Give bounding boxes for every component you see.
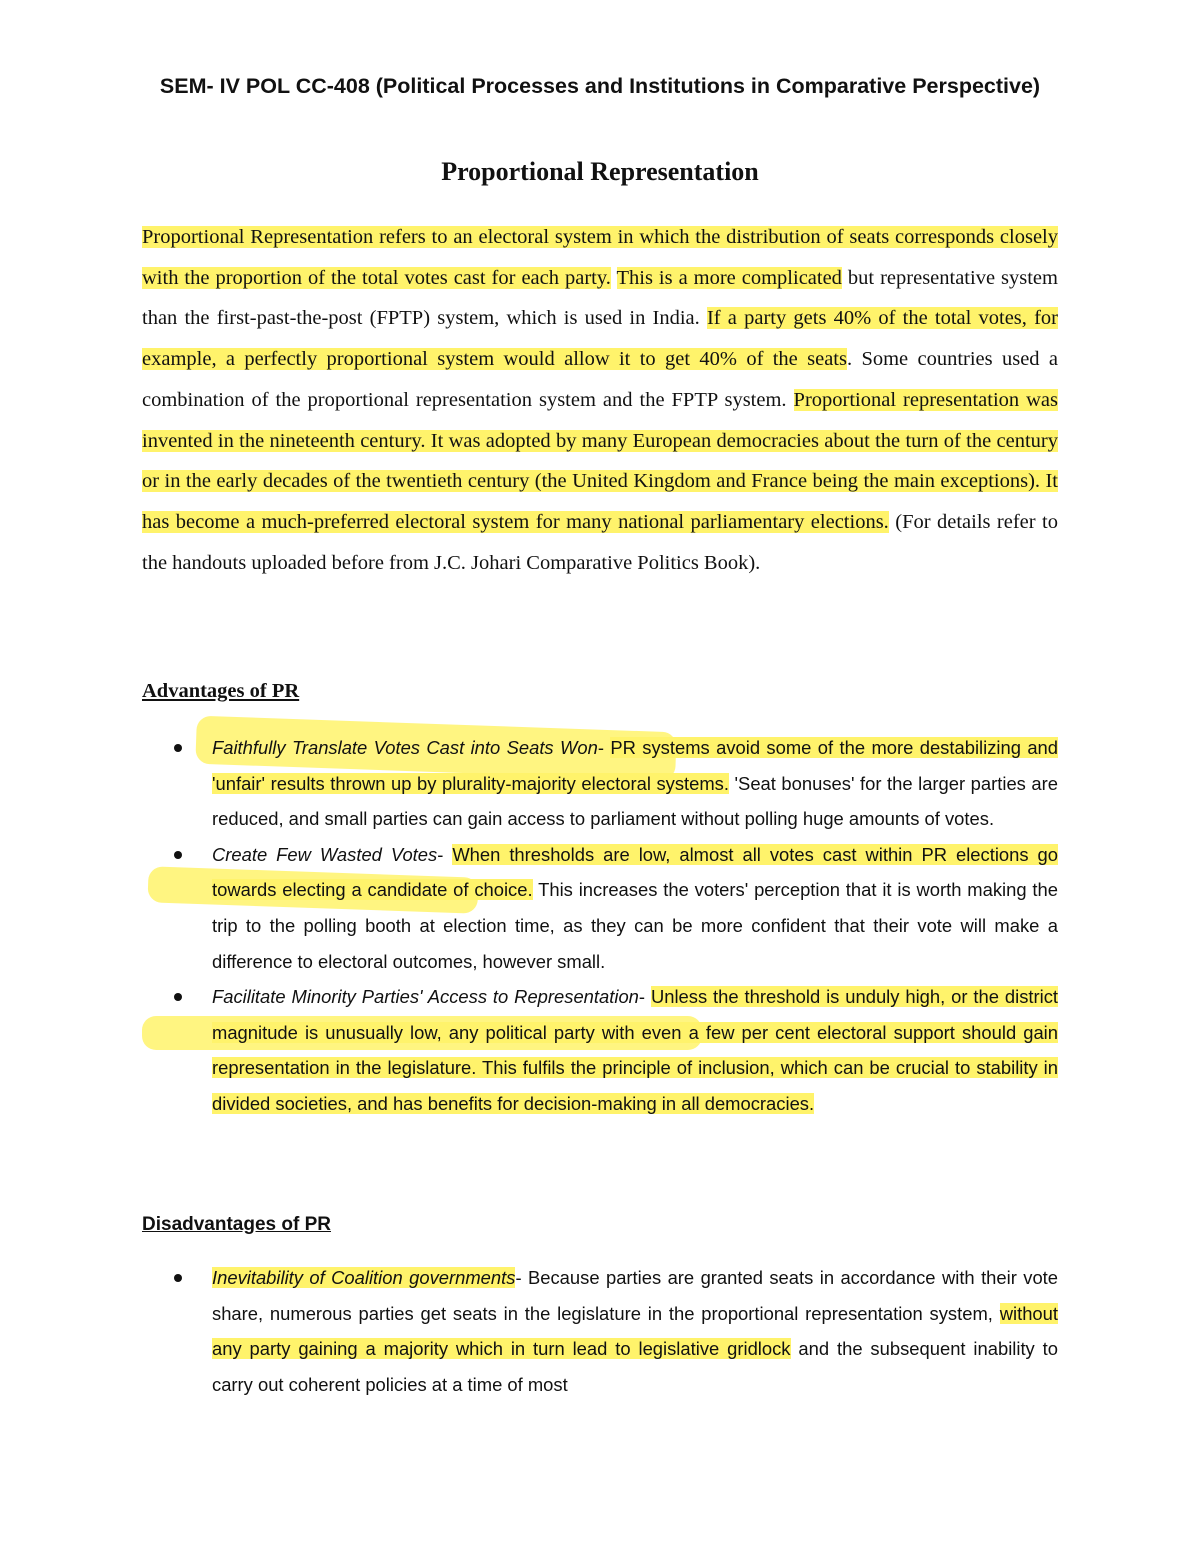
advantages-heading: Advantages of PR [142, 680, 300, 702]
disadvantage-highlight: without any party gaining a majority which in turn lead to legislative gridlock [212, 1302, 1058, 1360]
disadvantage-tail: and the subsequent inability to carry out coherent policies at a time of most [212, 1338, 1058, 1395]
list-item [142, 979, 1058, 1121]
intro-sentence-1: Proportional Representation refers to an electoral system in which the distribution of seats corresponds closely with the proportion of the total votes cast for each party. [142, 226, 1058, 289]
bullet-icon [174, 993, 182, 1001]
bullet-icon [174, 1274, 182, 1282]
intro-sentence-5: . Some countries used a combination of the proportional representation system and the FPTP system. [142, 348, 1058, 411]
separator: - [597, 737, 611, 758]
advantage-highlight: PR systems avoid some of the more destabilizing and 'unfair' results thrown up by plurality-majority electoral systems. [212, 737, 1059, 794]
disadvantages-list [142, 1260, 1058, 1402]
intro-sentence-4: If a party gets 40% of the total votes, for example, a perfectly proportional system would allow it to get 40% of the seats [142, 307, 1058, 371]
advantage-text: 'Seat bonuses' for the larger parties are reduced, and small parties can gain access to parliament without polling huge amounts of votes. [212, 772, 1058, 830]
intro-sentence-2: This is a more complicated [616, 266, 842, 289]
disadvantages-heading: Disadvantages of PR [142, 1214, 331, 1235]
advantage-title: Faithfully Translate Votes Cast into Seats Won [212, 737, 598, 758]
page-title: Proportional Representation [441, 157, 759, 186]
intro-sentence-7: (For details refer to the handouts uploaded before from J.C. Johari Comparative Politics Book). [142, 510, 1058, 574]
list-item [142, 1260, 1058, 1402]
separator: - [638, 986, 651, 1008]
list-item [142, 730, 1058, 837]
advantage-title: Create Few Wasted Votes [212, 843, 438, 865]
advantage-highlight: Unless the threshold is unduly high, or the district magnitude is unusually low, any political party with even a few per cent electoral support should gain representation in the legislature. This fulfils the principle of inclusion, which can be crucial to stability in divided societies, and has benefits for decision-making in all democracies. [212, 986, 1059, 1114]
advantage-title: Facilitate Minority Parties' Access to Representation [212, 986, 639, 1008]
separator: - [437, 843, 453, 865]
disadvantage-text: Because parties are granted seats in accordance with their vote share, numerous parties get seats in the legislature in the proportional representation system, [212, 1267, 1059, 1324]
separator: - [515, 1267, 528, 1288]
advantage-highlight: When thresholds are low, almost all votes cast within PR elections go towards electing a candidate of choice. [212, 843, 1058, 901]
list-item [142, 837, 1058, 979]
disadvantage-title: Inevitability of Coalition governments [212, 1267, 516, 1288]
advantage-text: This increases the voters' perception that it is worth making the trip to the polling booth at election time, as they can be more confident that their vote will make a difference to electoral outcomes, however small. [212, 879, 1058, 972]
intro-sentence-6: Proportional representation was invented in the nineteenth century. It was adopted by many European democracies about the turn of the century or in the early decades of the twentieth century (the United Kingdom and France being the main exceptions). It has become a much-preferred electoral system for many national parliamentary elections. [142, 388, 1059, 533]
advantages-list [142, 730, 1058, 1122]
bullet-icon [174, 851, 182, 859]
bullet-icon [174, 744, 182, 752]
course-header: SEM- IV POL CC-408 (Political Processes and Institutions in Comparative Perspective) [159, 74, 1041, 98]
intro-paragraph [142, 217, 1058, 583]
intro-sentence-3: but representative system than the first-past-the-post (FPTP) system, which is used in India. [142, 266, 1058, 330]
